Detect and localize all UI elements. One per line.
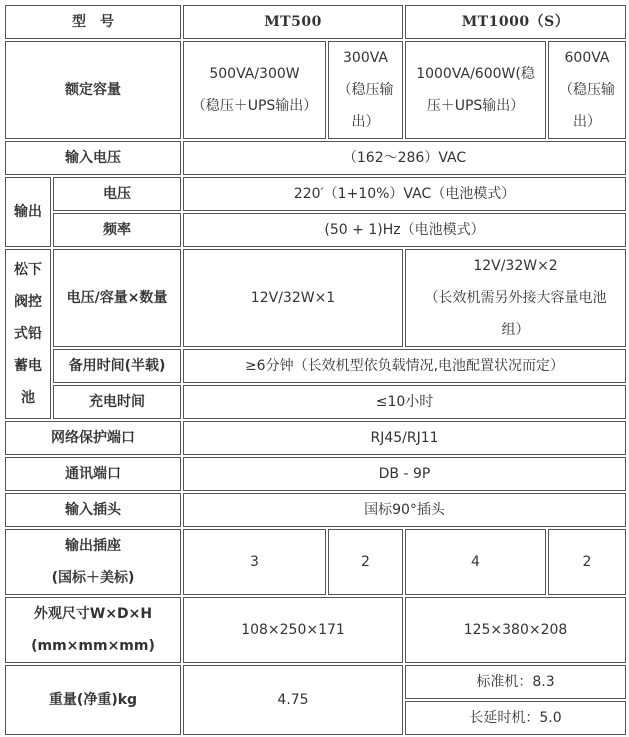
comm-port-value: DB - 9P xyxy=(183,457,626,491)
output-socket-mt1000-b: 2 xyxy=(548,529,626,595)
cell-line: （稳压输 xyxy=(559,82,616,98)
table-row xyxy=(5,249,626,347)
table-row xyxy=(5,493,626,527)
rated-capacity-mt1000-b xyxy=(548,41,626,139)
input-plug-label: 输入插头 xyxy=(5,493,181,527)
dimensions-mt1000: 125×380×208 xyxy=(405,597,626,663)
rated-capacity-label: 额定容量 xyxy=(5,41,181,139)
input-voltage-value: （162～286）VAC xyxy=(183,141,626,175)
battery-label xyxy=(5,249,51,419)
weight-mt500: 4.75 xyxy=(183,665,403,735)
table-row xyxy=(5,41,626,139)
table-row xyxy=(5,421,626,455)
output-voltage-label: 电压 xyxy=(53,177,181,211)
table-row xyxy=(5,457,626,491)
cell-line: 600VA xyxy=(564,50,610,66)
cell-line: 压＋UPS输出） xyxy=(426,98,525,114)
output-socket-mt500-a: 3 xyxy=(183,529,326,595)
output-voltage-value: 220′（1+10%）VAC（电池模式） xyxy=(183,177,626,211)
battery-backup-label: 备用时间(半载) xyxy=(53,349,181,383)
cell-line: 1000VA/600W(稳 xyxy=(416,66,535,82)
header-mt500: MT500 xyxy=(183,5,403,39)
battery-vcq-label: 电压/容量×数量 xyxy=(53,249,181,347)
rated-capacity-mt500-a xyxy=(183,41,326,139)
weight-label: 重量(净重)kg xyxy=(5,665,181,735)
table-row xyxy=(5,385,626,419)
network-port-label: 网络保护端口 xyxy=(5,421,181,455)
input-voltage-label: 输入电压 xyxy=(5,141,181,175)
cell-line: 输出插座 xyxy=(65,538,121,554)
output-frequency-value: (50 + 1)Hz（电池模式） xyxy=(183,213,626,247)
dimensions-label xyxy=(5,597,181,663)
cell-line: 组） xyxy=(501,322,530,338)
battery-vcq-mt500: 12V/32W×1 xyxy=(183,249,403,347)
rated-capacity-mt1000-a xyxy=(405,41,546,139)
cell-line: 外观尺寸W×D×H xyxy=(33,606,153,622)
battery-charge-label: 充电时间 xyxy=(53,385,181,419)
cell-line: （稳压＋UPS输出） xyxy=(191,98,318,114)
dimensions-mt500: 108×250×171 xyxy=(183,597,403,663)
cell-line: 池 xyxy=(21,390,35,406)
cell-line: 蓄电 xyxy=(14,358,42,374)
input-plug-value: 国标90°插头 xyxy=(183,493,626,527)
table-row xyxy=(5,665,626,699)
output-socket-mt1000-a: 4 xyxy=(405,529,546,595)
table-row xyxy=(5,529,626,595)
table-row xyxy=(5,141,626,175)
table-row xyxy=(5,597,626,663)
battery-backup-value: ≥6分钟（长效机型依负载情况,电池配置状况而定） xyxy=(183,349,626,383)
output-frequency-label: 频率 xyxy=(53,213,181,247)
battery-charge-value: ≤10小时 xyxy=(183,385,626,419)
table-row xyxy=(5,5,626,39)
cell-line: (mm×mm×mm) xyxy=(31,638,155,654)
cell-line: 300VA xyxy=(343,50,388,66)
spec-table xyxy=(3,3,628,737)
cell-line: （稳压输 xyxy=(337,82,394,98)
network-port-value: RJ45/RJ11 xyxy=(183,421,626,455)
output-socket-mt500-b: 2 xyxy=(328,529,403,595)
cell-line: 出） xyxy=(351,114,380,130)
weight-mt1000-standard: 标准机：8.3 xyxy=(405,665,626,699)
cell-line: （长效机需另外接大容量电池 xyxy=(424,290,607,306)
output-label: 输出 xyxy=(5,177,51,247)
header-mt1000: MT1000（S） xyxy=(405,5,626,39)
table-row xyxy=(5,349,626,383)
header-model-label: 型 号 xyxy=(5,5,181,39)
weight-mt1000-extended: 长延时机：5.0 xyxy=(405,701,626,735)
cell-line: 松下 xyxy=(14,262,42,278)
cell-line: 出） xyxy=(573,114,602,130)
cell-line: 12V/32W×2 xyxy=(473,258,558,274)
cell-line: 阀控 xyxy=(14,294,42,310)
cell-line: 式铅 xyxy=(14,326,42,342)
cell-line: 500VA/300W xyxy=(209,66,300,82)
output-socket-label xyxy=(5,529,181,595)
cell-line: (国标＋美标) xyxy=(51,570,135,586)
battery-vcq-mt1000 xyxy=(405,249,626,347)
table-row xyxy=(5,213,626,247)
table-row xyxy=(5,177,626,211)
comm-port-label: 通讯端口 xyxy=(5,457,181,491)
rated-capacity-mt500-b xyxy=(328,41,403,139)
